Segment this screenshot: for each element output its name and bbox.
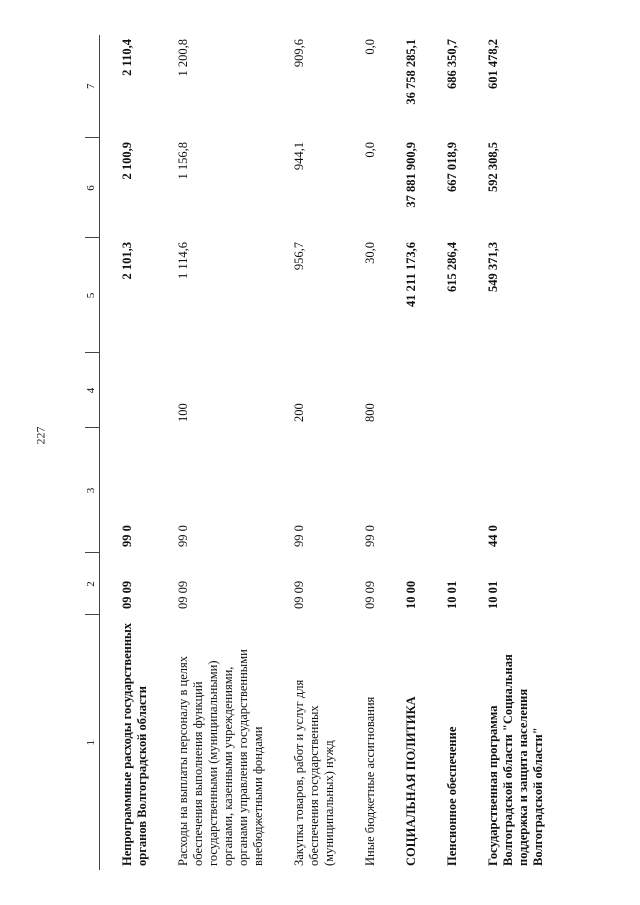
row-value-col7: 686 350,7 [445, 39, 459, 89]
header-col-6: 6 [85, 138, 100, 238]
row-target-code: 99 0 [292, 525, 306, 547]
row-value-col5: 2 101,3 [120, 242, 134, 280]
page-number: 227 [33, 426, 48, 445]
row-expense-type [421, 353, 462, 428]
row-section-code: 09 09 [292, 580, 306, 609]
row-value-col5: 549 371,3 [486, 242, 500, 292]
row-value-col5: 615 286,4 [445, 242, 459, 292]
table-row [100, 35, 153, 870]
row-section-code: 09 09 [363, 580, 377, 609]
row-name: Иные бюджетные ассигнования [363, 696, 377, 866]
row-expense-type: 800 [363, 403, 377, 422]
row-value-col7: 2 110,4 [120, 39, 134, 76]
table-row [152, 35, 268, 870]
row-name: Пенсионное обеспечение [445, 726, 459, 866]
row-value-col6: 2 100,9 [120, 142, 134, 180]
row-name: Расходы на выплаты персоналу в целях обеспечения выполнения функций государственными (муниципальными) органами, казенными учреждениями, органами управления государственными внебюджетными фондами [176, 649, 265, 866]
row-target-code [380, 428, 421, 553]
budget-table [85, 35, 548, 870]
row-value-col6: 1 156,8 [176, 142, 190, 180]
row-section-code: 09 09 [176, 580, 190, 609]
row-section-code: 10 01 [445, 580, 459, 609]
row-value-col6: 667 018,9 [445, 142, 459, 192]
header-col-1: 1 [85, 615, 100, 870]
row-name: Непрограммные расходы государственных органов Волгоградской области [120, 622, 149, 866]
row-value-col7: 601 478,2 [486, 39, 500, 89]
row-expense-type: 100 [176, 403, 190, 422]
row-target-code: 99 0 [363, 525, 377, 547]
header-col-5: 5 [85, 238, 100, 353]
row-value-col5: 956,7 [292, 242, 306, 271]
row-name: Закупка товаров, работ и услуг для обеспечения государственных (муниципальных) нужд [292, 679, 336, 866]
row-target-code: 99 0 [176, 525, 190, 547]
table-row [268, 35, 339, 870]
header-row [85, 35, 100, 870]
row-value-col6: 0,0 [363, 142, 377, 158]
table-row [380, 35, 421, 870]
row-value-col7: 909,6 [292, 39, 306, 68]
budget-table-rotated [85, 35, 565, 870]
row-value-col7: 36 758 285,1 [404, 39, 418, 105]
row-name: Государственная программа Волгоградской области "Социальная поддержка и защита населения Волгоградской области" [486, 654, 545, 866]
table-row [421, 35, 462, 870]
row-target-code [421, 428, 462, 553]
table-row [462, 35, 548, 870]
row-value-col7: 0,0 [363, 39, 377, 55]
row-value-col7: 1 200,8 [176, 39, 190, 77]
row-expense-type [380, 353, 421, 428]
row-value-col5: 30,0 [363, 242, 377, 264]
row-value-col6: 37 881 900,9 [404, 142, 418, 208]
row-value-col6: 944,1 [292, 142, 306, 171]
row-expense-type [462, 353, 548, 428]
row-target-code: 44 0 [486, 525, 500, 547]
table-row [339, 35, 380, 870]
row-section-code: 10 01 [486, 580, 500, 609]
row-expense-type [100, 353, 153, 428]
row-section-code: 10 00 [404, 580, 418, 609]
header-col-7: 7 [85, 35, 100, 138]
header-col-3: 3 [85, 428, 100, 553]
row-value-col6: 592 308,5 [486, 142, 500, 192]
header-col-2: 2 [85, 553, 100, 615]
header-col-4: 4 [85, 353, 100, 428]
row-name: СОЦИАЛЬНАЯ ПОЛИТИКА [404, 696, 418, 866]
row-expense-type: 200 [292, 403, 306, 422]
row-section-code: 09 09 [120, 580, 134, 609]
row-target-code: 99 0 [120, 525, 134, 547]
row-value-col5: 1 114,6 [176, 242, 190, 280]
row-value-col5: 41 211 173,6 [404, 242, 418, 307]
